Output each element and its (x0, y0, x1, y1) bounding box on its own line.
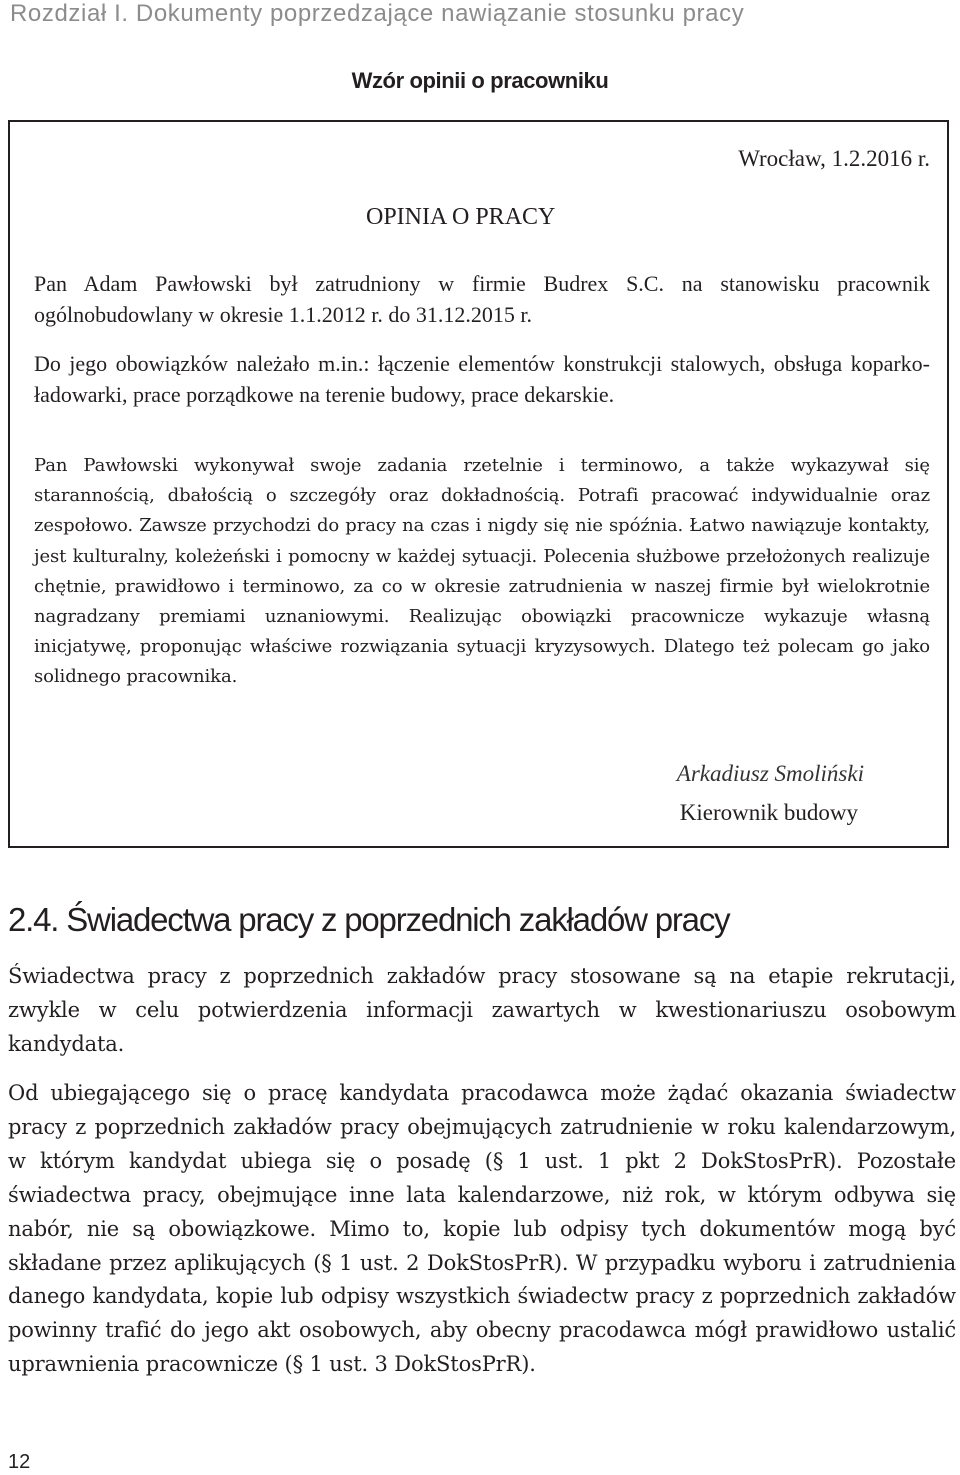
letter-paragraph-evaluation: Pan Pawłowski wykonywał swoje zadania rzetelnie i terminowo, a także wykazywał się starannością, dbałością o szczegóły oraz dokładnością. Potrafi pracować indywidualnie oraz zespołowo. Zawsze przychodzi do pracy na czas i nigdy się nie spóźnia. Łatwo nawiązuje kontakty, jest kulturalny, koleżeński i pomocny w każdej sytuacji. Polecenia służbowe przełożonych realizuje chętnie, prawidłowo i terminowo, za co w okresie zatrudnienia w naszej firmie był wielokrotnie nagradzany premiami uznaniowymi. Realizując obowiązki pracownicze wykazuje własną inicjatywę, proponując właściwe rozwiązania sytuacji kryzysowych. Dlatego też polecam go jako solidnego pracownika. (34, 455, 930, 688)
body-paragraph-1: Świadectwa pracy z poprzednich zakładów pracy stosowane są na etapie rekrutacji, zwykle w celu potwierdzenia informacji zawartych w kwestionariuszu osobowym kandydata. (8, 964, 956, 1056)
page-number: 12 (8, 1451, 31, 1473)
letter-title: OPINIA O PRACY (366, 204, 556, 230)
body-paragraph-2: Od ubiegającego się o pracę kandydata pracodawca może żądać okazania świadectw pracy z poprzednich zakładów pracy obejmujących zatrudnienie w roku kalendarzowym, w którym kandydat ubiega się o posadę (§ 1 ust. 1 pkt 2 DokStosPrR). Pozostałe świadectwa pracy, obejmujące inne lata kalendarzowe, niż rok, w którym odbywa się nabór, nie są obowiązkowe. Mimo to, kopie lub odpisy tych dokumentów mogą być składane przez aplikujących (§ 1 ust. 2 DokStosPrR). W przypadku wyboru i zatrudnienia danego kandydata, kopie lub odpisy wszystkich świadectw pracy z poprzednich zakładów powinny trafić do jego akt osobowych, aby obecny pracodawca mógł prawidłowo ustalić uprawnienia pracownicze (§ 1 ust. 3 DokStosPrR). (8, 1081, 956, 1377)
section-number: 2.4. (8, 901, 59, 938)
letter-date: Wrocław, 1.2.2016 r. (738, 146, 930, 171)
signature-name: Arkadiusz Smoliński (676, 761, 864, 786)
running-header: Rozdział I. Dokumenty poprzedzające nawiązanie stosunku pracy (10, 0, 745, 27)
signature-role: Kierownik budowy (679, 800, 858, 825)
letter-paragraph-duties: Do jego obowiązków należało m.in.: łączenie elementów konstrukcji stalowych, obsługa koparko-ładowarki, prace porządkowe na terenie budowy, prace dekarskie. (34, 351, 930, 407)
letter-paragraph-employment: Pan Adam Pawłowski był zatrudniony w firmie Budrex S.C. na stanowisku pracownik ogólnobudowlany w okresie 1.1.2012 r. do 31.12.2015 r. (34, 271, 930, 327)
section-title: Świadectwa pracy z poprzednich zakładów pracy (66, 901, 730, 938)
template-caption: Wzór opinii o pracowniku (351, 68, 609, 93)
section-heading (8, 898, 729, 942)
